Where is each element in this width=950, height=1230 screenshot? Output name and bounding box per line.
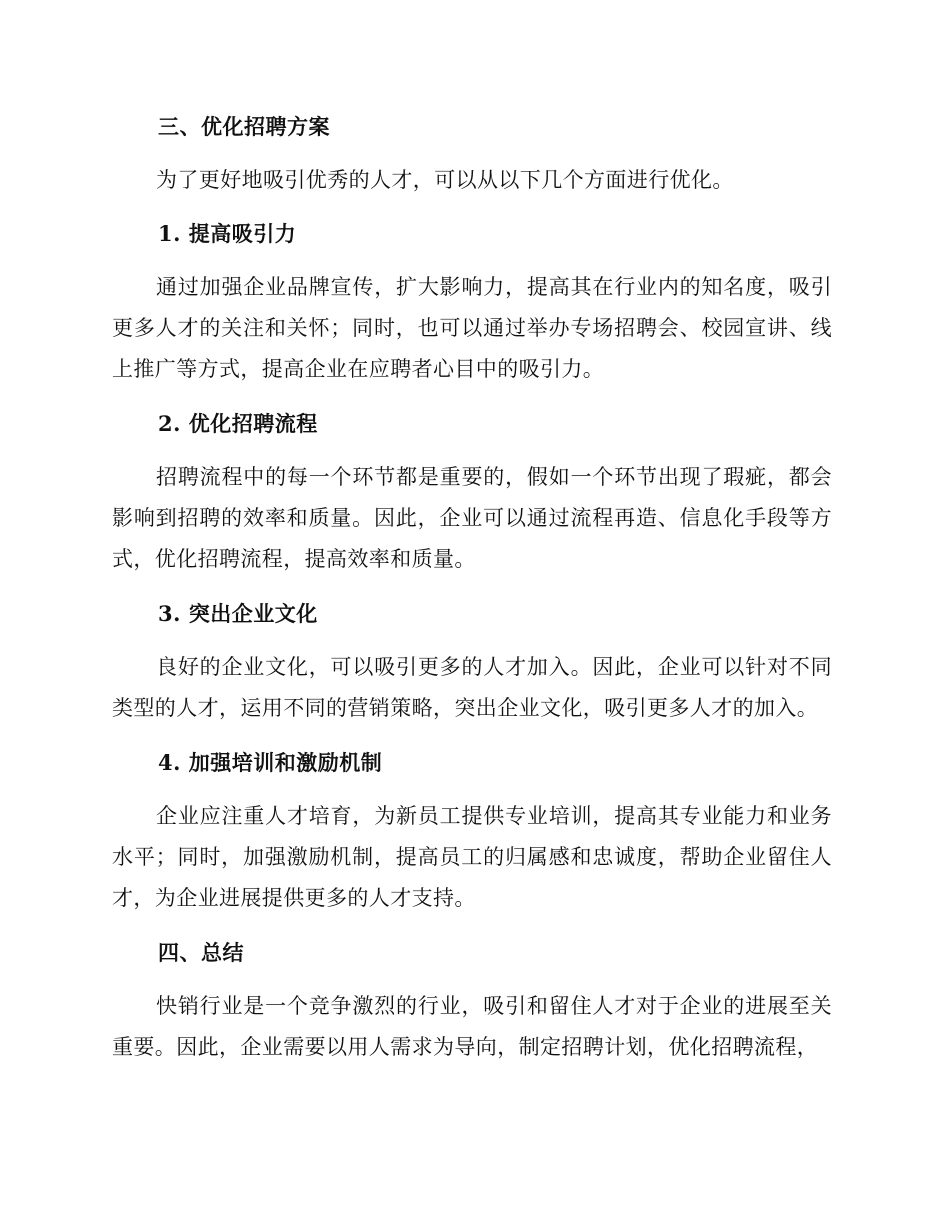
item-4-title: 4. 加强培训和激励机制 [158,750,383,775]
item-2-text: 招聘流程中的每一个环节都是重要的，假如一个环节出现了瑕疵，都会影响到招聘的效率和质量。因此，企业可以通过流程再造、信息化手段等方式，优化招聘流程，提高效率和质量。 [112,465,832,571]
item-2-title: 2. 优化招聘流程 [158,411,318,436]
document-body [112,106,832,1068]
item-3-text: 良好的企业文化，可以吸引更多的人才加入。因此，企业可以针对不同类型的人才，运用不同的营销策略，突出企业文化，吸引更多人才的加入。 [112,655,832,720]
section-3-title: 三、优化招聘方案 [158,114,330,139]
item-1-title: 1. 提高吸引力 [158,221,297,246]
section-3-intro: 为了更好地吸引优秀的人才，可以从以下几个方面进行优化。 [156,168,734,192]
item-4-text: 企业应注重人才培育，为新员工提供专业培训，提高其专业能力和业务水平；同时，加强激励机制，提高员工的归属感和忠诚度，帮助企业留住人才，为企业进展提供更多的人才支持。 [112,804,832,910]
section-4-title: 四、总结 [158,940,244,965]
item-1-text: 通过加强企业品牌宣传，扩大影响力，提高其在行业内的知名度，吸引更多人才的关注和关怀；同时，也可以通过举办专场招聘会、校园宣讲、线上推广等方式，提高企业在应聘者心目中的吸引力。 [112,275,832,381]
section-4-text: 快销行业是一个竞争激烈的行业，吸引和留住人才对于企业的进展至关重要。因此，企业需要以用人需求为导向，制定招聘计划，优化招聘流程， [112,994,832,1059]
item-3-title: 3. 突出企业文化 [158,601,318,626]
